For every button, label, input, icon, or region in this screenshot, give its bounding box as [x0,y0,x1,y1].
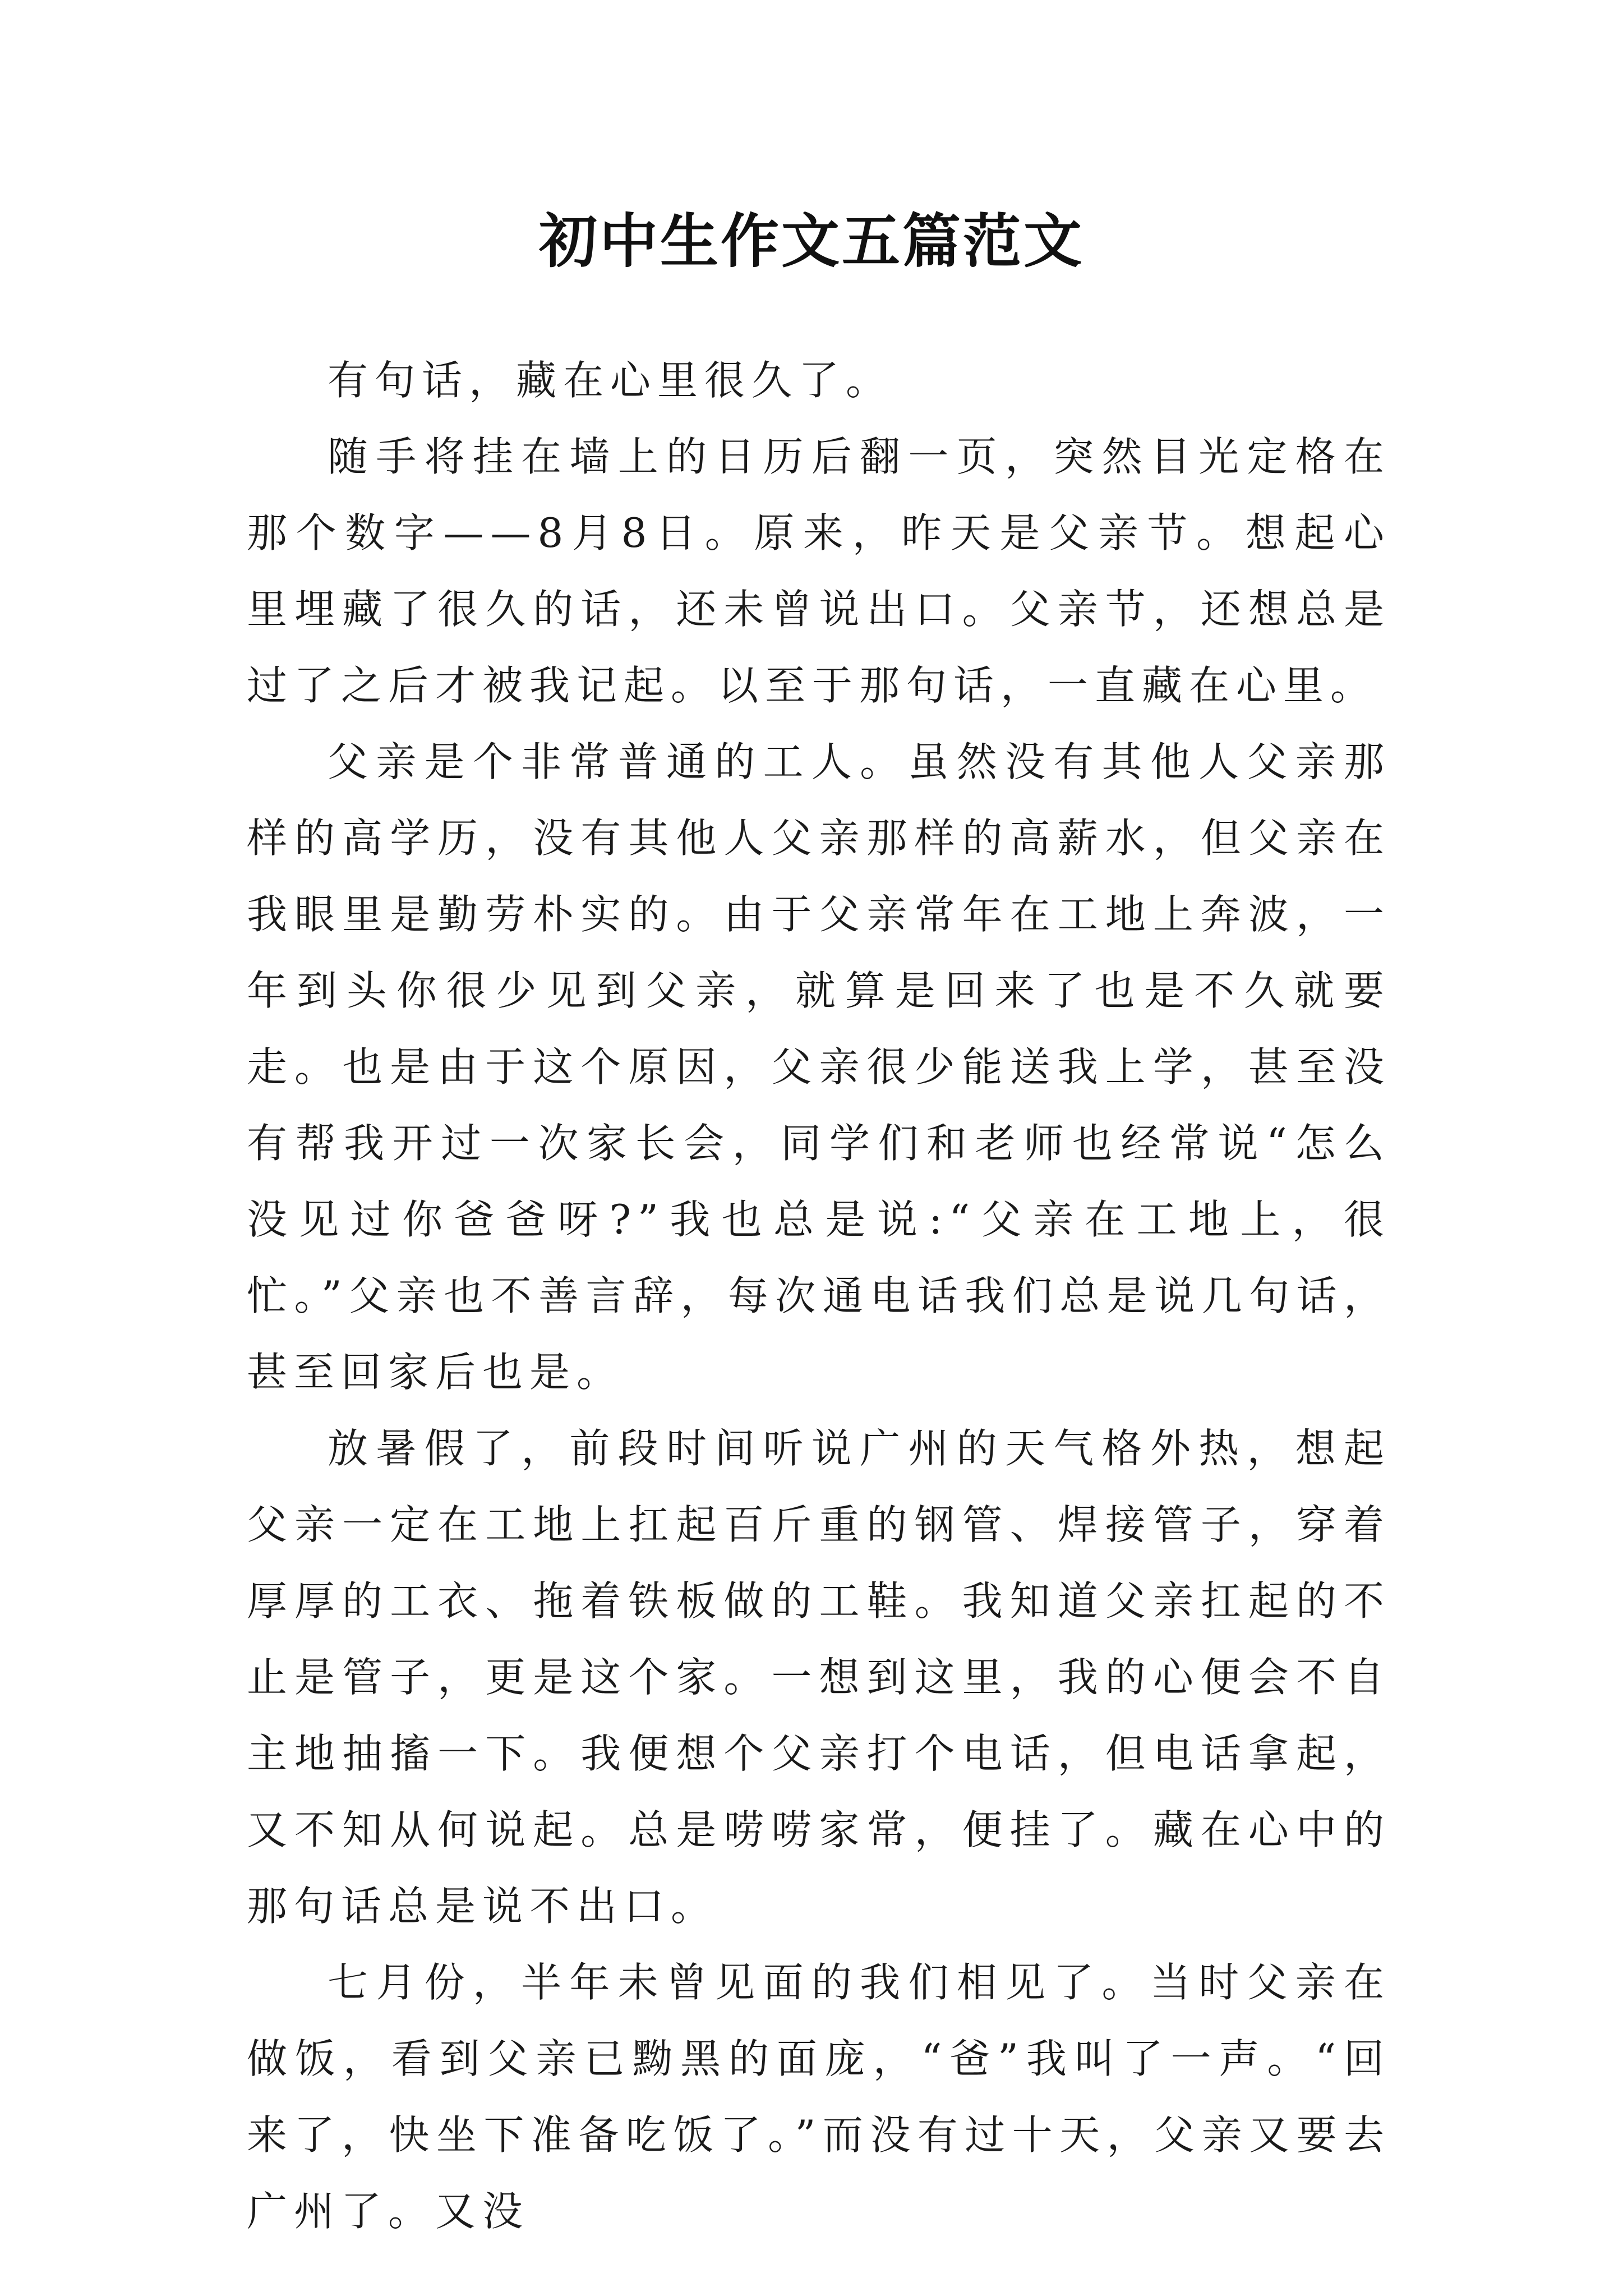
paragraph-5: 七月份，半年未曾见面的我们相见了。当时父亲在做饭，看到父亲已黝黑的面庞，“爸”我叫了一声。“回来了，快坐下准备吃饭了。”而没有过十天，父亲又要去广州了。又没 [247,1959,1391,2235]
paragraph-2: 随手将挂在墙上的日历后翻一页，突然目光定格在那个数字——8月8日。原来，昨天是父亲节。想起心里埋藏了很久的话，还未曾说出口。父亲节，还想总是过了之后才被我记起。以至于那句话，一直藏在心里。 [247,433,1391,709]
paragraph-1: 有句话，藏在心里很久了。 [328,357,893,404]
paragraph-3: 父亲是个非常普通的工人。虽然没有其他人父亲那样的高学历，没有其他人父亲那样的高薪水，但父亲在我眼里是勤劳朴实的。由于父亲常年在工地上奔波，一年到头你很少见到父亲，就算是回来了也是不久就要走。也是由于这个原因，父亲很少能送我上学，甚至没有帮我开过一次家长会，同学们和老师也经常说“怎么没见过你爸爸呀?”我也总是说:“父亲在工地上，很忙。”父亲也不善言辞，每次通电话我们总是说几句话，甚至回家后也是。 [247,738,1391,1396]
document-title: 初中生作文五篇范文 [538,206,1084,275]
paragraph-4: 放暑假了，前段时间听说广州的天气格外热，想起父亲一定在工地上扛起百斤重的钢管、焊接管子，穿着厚厚的工衣、拖着铁板做的工鞋。我知道父亲扛起的不止是管子，更是这个家。一想到这里，我的心便会不自主地抽搐一下。我便想个父亲打个电话，但电话拿起，又不知从何说起。总是唠唠家常，便挂了。藏在心中的那句话总是说不出口。 [247,1425,1391,1930]
document-body [247,342,1391,2249]
